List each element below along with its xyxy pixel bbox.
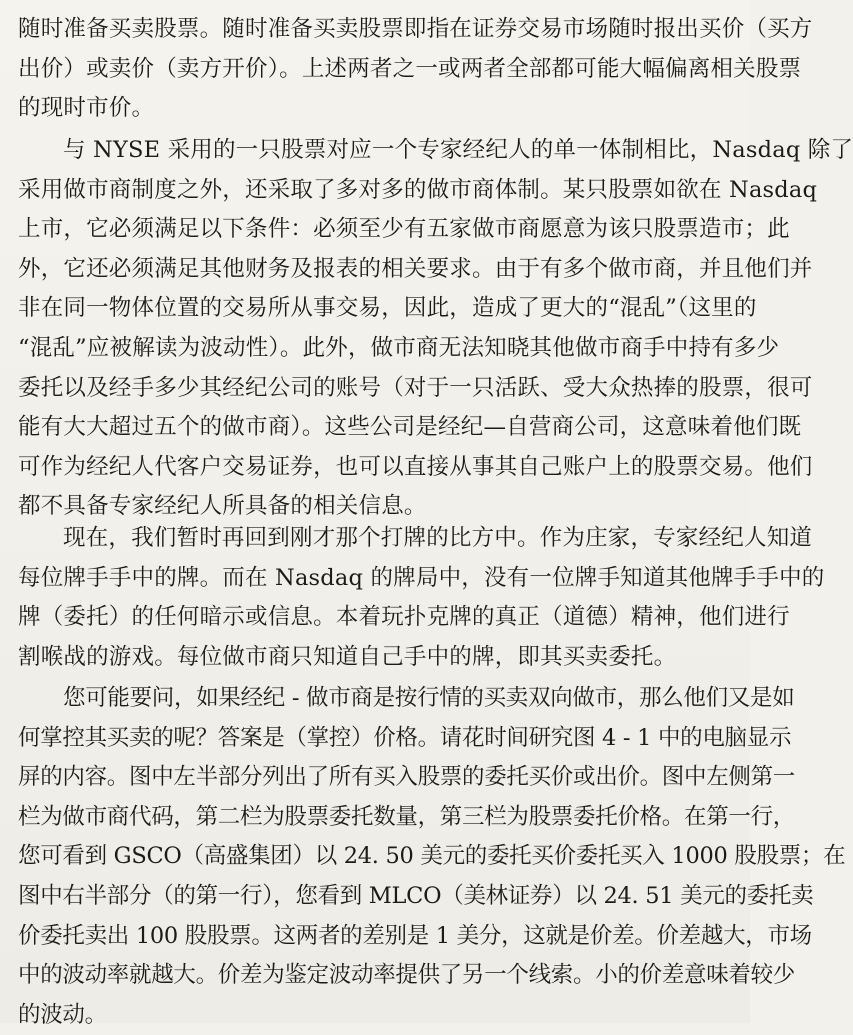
paragraph-4 bbox=[18, 679, 846, 1035]
text-line: 图中右半部分（的第一行），您看到 MLCO（美林证券）以 24. 51 美元的委托卖 bbox=[18, 882, 814, 909]
page-body bbox=[18, 0, 853, 1028]
text-line: 非在同一物体位置的交易所从事交易，因此，造成了更大的“混乱”（这里的 bbox=[18, 295, 757, 322]
text-line: 您可看到 GSCO（高盛集团）以 24. 50 美元的委托买价委托买入 1000 股股票；在 bbox=[18, 843, 846, 870]
text-line: 牌（委托）的任何暗示或信息。本着玩扑克牌的真正（道德）精神，他们进行 bbox=[18, 604, 790, 631]
text-line: 屏的内容。图中左半部分列出了所有买入股票的委托买价或出价。图中左侧第一 bbox=[18, 764, 796, 791]
text-line: 出价）或卖价（卖方开价）。上述两者之一或两者全部都可能大幅偏离相关股票 bbox=[18, 55, 802, 82]
text-line: 随时准备买卖股票。随时准备买卖股票即指在证券交易市场随时报出买价（买方 bbox=[18, 16, 813, 42]
text-line: 何掌控其买卖的呢？答案是（掌控）价格。请花时间研究图 4 - 1 中的电脑显示 bbox=[18, 724, 792, 751]
text-line: “混乱”应被解读为波动性）。此外，做市商无法知晓其他做市商手中持有多少 bbox=[18, 334, 780, 361]
text-line: 能有大大超过五个的做市商）。这些公司是经纪—自营商公司，这意味着他们既 bbox=[18, 414, 802, 441]
text-line: 外，它还必须满足其他财务及报表的相关要求。由于有多个做市商，并且他们并 bbox=[18, 255, 813, 282]
text-line: 都不具备专家经纪人所具备的相关信息。 bbox=[18, 493, 427, 520]
text-line: 割喉战的游戏。每位做市商只知道自己手中的牌，即其买卖委托。 bbox=[18, 643, 677, 670]
text-line: 现在，我们暂时再回到刚才那个打牌的比方中。作为庄家，专家经纪人知道 bbox=[63, 525, 813, 551]
text-line: 您可能要问，如果经纪 - 做市商是按行情的买卖双向做市，那么他们又是如 bbox=[63, 685, 795, 711]
text-line: 与 NYSE 采用的一只股票对应一个专家经纪人的单一体制相比，Nasdaq 除了 bbox=[63, 137, 853, 163]
text-line: 委托以及经手多少其经纪公司的账号（对于一只活跃、受大众热捧的股票，很可 bbox=[18, 374, 813, 401]
text-line: 上市，它必须满足以下条件：必须至少有五家做市商愿意为该只股票造市；此 bbox=[18, 216, 790, 243]
paragraph-3 bbox=[18, 519, 825, 677]
paragraph-1 bbox=[18, 10, 813, 129]
text-line: 栏为做市商代码，第二栏为股票委托数量，第三栏为股票委托价格。在第一行， bbox=[18, 803, 796, 830]
text-line: 价委托卖出 100 股股票。这两者的差别是 1 美分，这就是价差。价差越大，市场 bbox=[18, 922, 812, 949]
text-line: 的现时市价。 bbox=[18, 95, 155, 122]
text-line: 中的波动率就越大。价差为鉴定波动率提供了另一个线索。小的价差意味着较少 bbox=[18, 962, 796, 989]
text-line: 的波动。 bbox=[18, 1001, 107, 1028]
text-line: 可作为经纪人代客户交易证券，也可以直接从事其自己账户上的股票交易。他们 bbox=[18, 453, 813, 480]
text-line: 采用做市商制度之外，还采取了多对多的做市商体制。某只股票如欲在 Nasdaq bbox=[18, 176, 818, 203]
paragraph-2 bbox=[18, 131, 853, 527]
text-line: 每位牌手手中的牌。而在 Nasdaq 的牌局中，没有一位牌手知道其他牌手手中的 bbox=[18, 564, 825, 591]
